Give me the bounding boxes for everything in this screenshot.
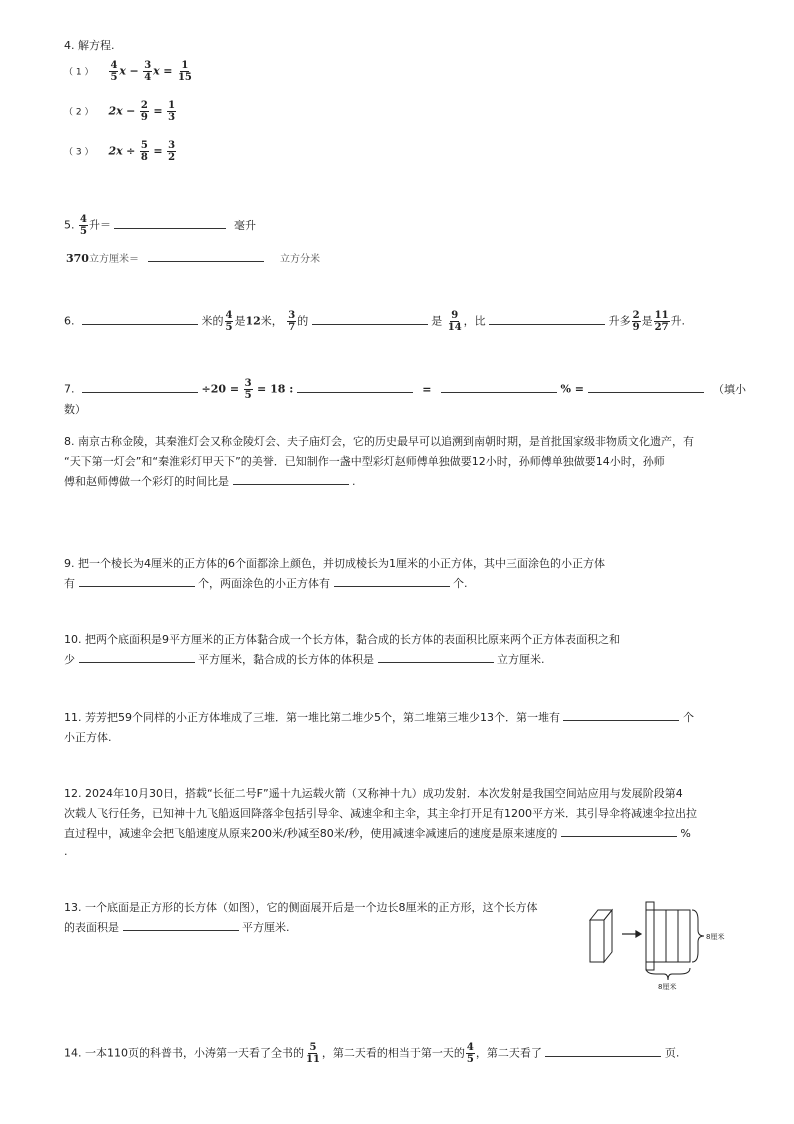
q10-block xyxy=(64,630,620,670)
text: . xyxy=(352,475,356,488)
text: = 18 : xyxy=(257,382,294,396)
q11-block xyxy=(64,708,694,748)
text-line: . xyxy=(64,845,68,858)
answer-blank[interactable] xyxy=(123,918,239,931)
text: 米的 xyxy=(201,314,224,328)
text: 立方厘米. xyxy=(497,653,545,666)
answer-blank[interactable] xyxy=(297,380,413,393)
text: （填小 xyxy=(713,382,747,396)
lhs-term: 2x xyxy=(108,144,123,158)
q13-figure xyxy=(584,896,734,996)
text: 平方厘米，黏合成的长方体的体积是 xyxy=(198,653,374,666)
fraction: $\frac{5}{11}$ xyxy=(306,1042,320,1065)
text-line: 9. 把一个棱长为4厘米的正方体的6个面都涂上颜色，并切成棱长为1厘米的小正方体，其中三面涂色的小正方体 xyxy=(64,557,605,570)
q7-line2: 数） xyxy=(64,403,86,416)
q4-part1 xyxy=(64,60,194,83)
q12-block xyxy=(64,784,697,860)
fraction: $\frac{4}{5}$ xyxy=(225,310,233,333)
text-line xyxy=(64,574,605,594)
text: 个，两面涂色的小正方体有 xyxy=(198,577,330,590)
text: 升. xyxy=(670,314,686,328)
text: 的表面积是 xyxy=(64,921,119,934)
q4-part2 xyxy=(64,100,177,123)
question-number: 7. xyxy=(64,382,75,396)
value: 370 xyxy=(66,252,89,265)
text: 升多 xyxy=(608,314,631,328)
fig-label-right: 8厘米 xyxy=(706,933,725,941)
text: % = xyxy=(560,382,585,396)
text: 是 xyxy=(641,314,653,328)
fraction: $\frac{1}{3}$ xyxy=(168,100,176,123)
fraction: $\frac{5}{8}$ xyxy=(140,140,148,163)
text-line xyxy=(64,824,697,844)
right-brace xyxy=(692,910,704,962)
lhs-term: 2x xyxy=(108,104,123,118)
text-line: 次载人飞行任务，已知神十九飞船返回降落伞包括引导伞、减速伞和主伞，其主伞打开足有1200平方米．其引导伞将减速伞拉出拉 xyxy=(64,807,697,820)
unit-text: 升＝ xyxy=(88,218,111,232)
answer-blank[interactable] xyxy=(588,380,704,393)
text: 是 xyxy=(431,314,443,328)
fraction: $\frac{3}{2}$ xyxy=(168,140,176,163)
fraction: $\frac{9}{14}$ xyxy=(447,310,462,333)
divide-sign: ÷ xyxy=(126,144,136,158)
answer-blank[interactable] xyxy=(334,574,450,587)
fraction: $\frac{4}{5}$ xyxy=(110,60,118,83)
var-x: x xyxy=(153,64,160,78)
arrow-icon xyxy=(622,931,641,937)
text: 米， xyxy=(260,314,283,328)
answer-blank[interactable] xyxy=(79,574,195,587)
answer-blank[interactable] xyxy=(82,312,198,325)
text-line: 13. 一个底面是正方形的长方体（如图），它的侧面展开后是一个边长8厘米的正方形，这个长方体 xyxy=(64,901,538,914)
equals-sign: = xyxy=(163,64,173,78)
question-number: 6. xyxy=(64,314,75,328)
text: ，第二天看了 xyxy=(475,1046,542,1060)
text: 傅和赵师傅做一个彩灯的时间比是 xyxy=(64,475,229,488)
text: % xyxy=(680,827,691,840)
text: 个. xyxy=(453,577,468,590)
text: = xyxy=(422,382,432,396)
text: 有 xyxy=(64,577,75,590)
text: 页. xyxy=(664,1046,680,1060)
fraction: $\frac{1}{15}$ xyxy=(177,60,192,83)
question-number: 5. xyxy=(64,218,75,232)
var-x: x xyxy=(119,64,126,78)
text-line xyxy=(64,650,620,670)
fraction: $\frac{4}{5}$ xyxy=(466,1042,474,1065)
answer-blank[interactable] xyxy=(148,249,264,262)
unfolded-net xyxy=(646,902,690,970)
text-line xyxy=(64,708,694,728)
fraction: $\frac{11}{27}$ xyxy=(654,310,669,333)
fraction: $\frac{2}{9}$ xyxy=(632,310,640,333)
text-line: 小正方体. xyxy=(64,731,112,744)
text-line: 10. 把两个底面积是9平方厘米的正方体黏合成一个长方体，黏合成的长方体的表面积比原来两个正方体表面积之和 xyxy=(64,633,620,646)
answer-blank[interactable] xyxy=(233,472,349,485)
text-line: 8. 南京古称金陵，其秦淮灯会又称金陵灯会、夫子庙灯会，它的历史最早可以追溯到南朝时期，是首批国家级非物质文化遗产，有 xyxy=(64,435,694,448)
q8-block xyxy=(64,432,694,492)
text: ，比 xyxy=(463,314,486,328)
part-label: （ 3 ） xyxy=(64,147,94,158)
cuboid-drawing xyxy=(590,910,612,962)
fraction: $\frac{3}{7}$ xyxy=(288,310,296,333)
fig-label-bottom: 8厘米 xyxy=(658,983,677,991)
unit-text: 立方厘米＝ xyxy=(88,254,139,265)
answer-blank[interactable] xyxy=(561,824,677,837)
answer-blank[interactable] xyxy=(489,312,605,325)
text-line xyxy=(64,472,694,492)
part-label: （ 2 ） xyxy=(64,107,94,118)
value: 12 xyxy=(245,314,261,328)
q6-line xyxy=(64,310,685,333)
equals-sign: = xyxy=(153,144,163,158)
part-label: （ 1 ） xyxy=(64,67,94,78)
text: 个 xyxy=(682,711,694,724)
fraction: $\frac{3}{4}$ xyxy=(144,60,152,83)
q5-line1 xyxy=(64,214,256,237)
q4-title: 4. 解方程. xyxy=(64,39,115,52)
text: 11. 芳芳把59个同样的小正方体堆成了三堆．第一堆比第二堆少5个，第二堆第三堆少13个．第一堆有 xyxy=(64,711,560,724)
text: 直过程中，减速伞会把飞船速度从原来200米/秒减至80米/秒，使用减速伞减速后的速度是原来速度的 xyxy=(64,827,558,840)
text: 14. 一本110页的科普书，小涛第一天看了全书的 xyxy=(64,1046,304,1060)
fraction: $\frac{2}{9}$ xyxy=(140,100,148,123)
text: 的 xyxy=(297,314,309,328)
equals-sign: = xyxy=(153,104,163,118)
answer-blank[interactable] xyxy=(79,650,195,663)
minus-sign: − xyxy=(129,64,139,78)
q4-part3 xyxy=(64,140,177,163)
q7-line1 xyxy=(64,378,746,401)
answer-blank[interactable] xyxy=(563,708,679,721)
text: 少 xyxy=(64,653,75,666)
text: 是 xyxy=(234,314,246,328)
answer-blank[interactable] xyxy=(441,380,557,393)
answer-blank[interactable] xyxy=(545,1044,661,1057)
fraction: $\frac{3}{5}$ xyxy=(244,378,252,401)
unit-text: 毫升 xyxy=(233,218,256,232)
text: ÷20 = xyxy=(201,382,240,396)
q5-line2 xyxy=(66,249,320,268)
text-line: 12. 2024年10月30日，搭载“长征二号F”遥十九运载火箭（又称神十九）成功发射．本次发射是我国空间站应用与发展阶段第4 xyxy=(64,787,683,800)
fraction: $\frac{4}{5}$ xyxy=(80,214,87,237)
text: ，第二天看的相当于第一天的 xyxy=(321,1046,465,1060)
q14-line xyxy=(64,1042,679,1065)
answer-blank[interactable] xyxy=(312,312,428,325)
answer-blank[interactable] xyxy=(378,650,494,663)
q9-block xyxy=(64,554,605,594)
text-line xyxy=(64,918,538,938)
q13-block xyxy=(64,898,538,938)
answer-blank[interactable] xyxy=(82,380,198,393)
minus-sign: − xyxy=(126,104,136,118)
text-line: “天下第一灯会”和“秦淮彩灯甲天下”的美誉．已知制作一盏中型彩灯赵师傅单独做要12小时，孙师傅单独做要14小时，孙师 xyxy=(64,455,665,468)
answer-blank[interactable] xyxy=(114,216,226,229)
unit-text: 立方分米 xyxy=(279,254,320,265)
text: 平方厘米. xyxy=(242,921,290,934)
